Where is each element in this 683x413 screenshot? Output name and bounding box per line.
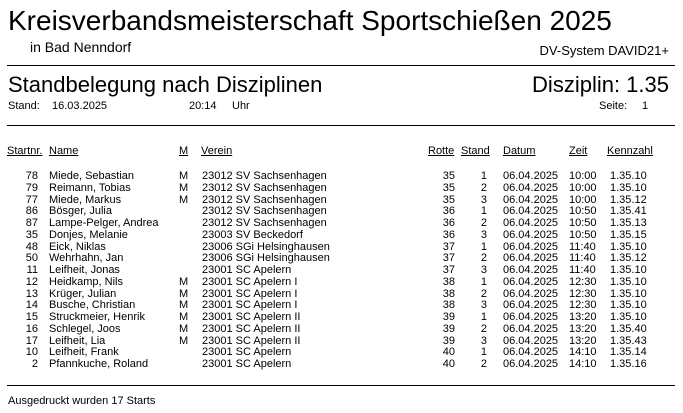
cell-verein: 23001 SC Apelern II: [202, 334, 301, 347]
cell-startnr: 87: [25, 217, 38, 229]
cell-zeit: 11:40: [569, 252, 596, 265]
cell-zeit: 11:40: [569, 240, 596, 253]
cell-startnr: 10: [25, 346, 38, 359]
cell-verein: 23006 SGi Helsinghausen: [202, 252, 330, 265]
cell-datum: 06.04.2025: [503, 334, 559, 347]
cell-zeit: 10:00: [569, 181, 597, 194]
cell-rotte: 35: [442, 181, 455, 194]
cell-rotte: 37: [442, 252, 455, 265]
cell-rotte: 38: [442, 287, 455, 300]
stand-label: Stand:: [8, 100, 40, 112]
cell-kennzahl: 1.35.10: [610, 287, 647, 300]
cell-rotte: 40: [442, 358, 455, 370]
header-divider: [7, 65, 675, 66]
cell-rotte: 35: [442, 170, 455, 182]
table-row: [0, 218, 683, 230]
cell-name: Heidkamp, Nils: [49, 275, 123, 288]
footer-divider: [7, 385, 675, 386]
cell-startnr: 14: [25, 299, 38, 312]
cell-zeit: 10:50: [569, 217, 597, 229]
cell-startnr: 16: [25, 322, 38, 335]
cell-m: M: [179, 287, 189, 300]
table-row: [0, 230, 683, 242]
cell-stand: 2: [480, 322, 487, 335]
cell-stand: 1: [480, 346, 487, 359]
cell-m: M: [179, 170, 189, 182]
cell-datum: 06.04.2025: [503, 264, 559, 276]
cell-kennzahl: 1.35.40: [610, 322, 647, 335]
cell-rotte: 39: [442, 311, 455, 323]
cell-datum: 06.04.2025: [503, 299, 559, 312]
cell-name: Leifheit, Lia: [49, 334, 106, 347]
cell-stand: 1: [480, 240, 487, 253]
cell-zeit: 11:40: [569, 264, 596, 276]
cell-verein: 23001 SC Apelern I: [202, 275, 298, 288]
cell-name: Miede, Markus: [49, 193, 122, 206]
col-m: M: [179, 145, 189, 157]
page-label: Seite:: [599, 100, 628, 112]
col-zeit: Zeit: [569, 145, 588, 157]
cell-name: Schlegel, Joos: [49, 322, 121, 335]
cell-kennzahl: 1.35.10: [610, 275, 647, 288]
cell-stand: 3: [480, 228, 487, 241]
system-label: DV-System DAVID21+: [539, 43, 669, 58]
cell-m: M: [179, 181, 189, 194]
cell-name: Bösger, Julia: [49, 205, 112, 218]
cell-verein: 23001 SC Apelern I: [202, 299, 298, 312]
cell-stand: 2: [480, 181, 487, 194]
cell-verein: 23001 SC Apelern I: [202, 287, 298, 300]
cell-datum: 06.04.2025: [503, 181, 559, 194]
cell-kennzahl: 1.35.15: [610, 228, 647, 241]
cell-name: Leifheit, Frank: [49, 346, 119, 359]
cell-name: Donjes, Melanie: [49, 228, 128, 241]
cell-startnr: 2: [31, 358, 38, 370]
cell-rotte: 36: [442, 228, 455, 241]
cell-startnr: 13: [25, 287, 38, 300]
cell-zeit: 12:30: [569, 275, 597, 288]
cell-zeit: 10:00: [569, 170, 597, 182]
cell-rotte: 36: [442, 217, 455, 229]
cell-m: M: [179, 193, 189, 206]
table-row: [0, 312, 683, 324]
cell-rotte: 39: [442, 322, 455, 335]
cell-name: Miede, Sebastian: [49, 170, 134, 182]
cell-datum: 06.04.2025: [503, 252, 559, 265]
cell-m: M: [179, 322, 189, 335]
cell-verein: 23001 SC Apelern: [202, 358, 292, 370]
cell-verein: 23012 SV Sachsenhagen: [202, 170, 327, 182]
cell-zeit: 10:00: [569, 193, 597, 206]
cell-startnr: 79: [25, 181, 38, 194]
event-location: in Bad Nenndorf: [30, 39, 132, 55]
cell-kennzahl: 1.35.12: [610, 252, 647, 265]
cell-zeit: 10:50: [569, 205, 597, 218]
table-body: [0, 171, 683, 371]
table-header: [0, 145, 683, 159]
cell-kennzahl: 1.35.10: [610, 264, 647, 276]
cell-name: Busche, Christian: [49, 299, 136, 312]
table-row: [0, 277, 683, 289]
cell-datum: 06.04.2025: [503, 217, 559, 229]
cell-kennzahl: 1.35.10: [610, 299, 647, 312]
cell-name: Struckmeier, Henrik: [49, 311, 145, 323]
discipline-label: Disziplin: 1.35: [532, 72, 669, 97]
cell-stand: 1: [480, 205, 487, 218]
cell-datum: 06.04.2025: [503, 170, 559, 182]
table-row: [0, 359, 683, 371]
cell-stand: 3: [480, 334, 487, 347]
cell-stand: 1: [480, 170, 487, 182]
cell-datum: 06.04.2025: [503, 228, 559, 241]
cell-startnr: 86: [25, 205, 38, 218]
table-row: [0, 324, 683, 336]
cell-verein: 23001 SC Apelern II: [202, 322, 301, 335]
cell-stand: 2: [480, 217, 487, 229]
cell-name: Leifheit, Jonas: [49, 264, 120, 276]
cell-stand: 3: [480, 193, 487, 206]
cell-stand: 3: [480, 299, 487, 312]
cell-m: M: [179, 311, 189, 323]
cell-startnr: 78: [25, 170, 38, 182]
cell-datum: 06.04.2025: [503, 287, 559, 300]
cell-datum: 06.04.2025: [503, 311, 559, 323]
cell-verein: 23001 SC Apelern: [202, 264, 292, 276]
cell-rotte: 39: [442, 334, 455, 347]
cell-zeit: 13:20: [569, 334, 597, 347]
cell-stand: 3: [480, 264, 487, 276]
cell-name: Reimann, Tobias: [49, 181, 131, 194]
cell-rotte: 37: [442, 240, 455, 253]
cell-kennzahl: 1.35.43: [610, 334, 647, 347]
cell-zeit: 12:30: [569, 299, 597, 312]
cell-verein: 23012 SV Sachsenhagen: [202, 205, 327, 218]
table-row: [0, 265, 683, 277]
time-unit: Uhr: [232, 100, 250, 112]
cell-kennzahl: 1.35.14: [610, 346, 647, 359]
cell-datum: 06.04.2025: [503, 240, 559, 253]
cell-startnr: 50: [25, 252, 38, 265]
cell-stand: 1: [480, 275, 487, 288]
cell-startnr: 17: [25, 334, 38, 347]
report-subtitle: Standbelegung nach Disziplinen: [8, 72, 323, 97]
col-kennzahl: Kennzahl: [607, 145, 653, 157]
cell-kennzahl: 1.35.12: [610, 193, 647, 206]
cell-startnr: 15: [25, 311, 38, 323]
cell-kennzahl: 1.35.16: [610, 358, 647, 370]
cell-verein: 23001 SC Apelern: [202, 346, 292, 359]
cell-zeit: 12:30: [569, 287, 597, 300]
cell-kennzahl: 1.35.10: [610, 240, 647, 253]
cell-verein: 23006 SGi Helsinghausen: [202, 240, 330, 253]
cell-verein: 23003 SV Beckedorf: [202, 228, 303, 241]
cell-datum: 06.04.2025: [503, 275, 559, 288]
page-number: 1: [642, 100, 649, 112]
cell-name: Eick, Niklas: [49, 240, 106, 253]
cell-stand: 2: [480, 358, 487, 370]
cell-stand: 2: [480, 252, 487, 265]
cell-m: M: [179, 275, 189, 288]
cell-zeit: 14:10: [569, 346, 597, 359]
cell-name: Lampe-Pelger, Andrea: [49, 217, 159, 229]
cell-rotte: 37: [442, 264, 455, 276]
cell-startnr: 11: [26, 264, 38, 276]
cell-verein: 23012 SV Sachsenhagen: [202, 217, 327, 229]
cell-kennzahl: 1.35.13: [610, 217, 647, 229]
col-name: Name: [49, 145, 79, 157]
cell-zeit: 13:20: [569, 322, 597, 335]
cell-startnr: 48: [25, 240, 38, 253]
cell-zeit: 13:20: [569, 311, 597, 323]
cell-zeit: 10:50: [569, 228, 597, 241]
cell-name: Wehrhahn, Jan: [49, 252, 124, 265]
cell-kennzahl: 1.35.10: [610, 181, 647, 194]
cell-kennzahl: 1.35.10: [610, 311, 647, 323]
cell-datum: 06.04.2025: [503, 193, 559, 206]
cell-m: M: [179, 299, 189, 312]
cell-verein: 23001 SC Apelern II: [202, 311, 301, 323]
col-stand: Stand: [461, 145, 490, 157]
cell-rotte: 40: [442, 346, 455, 359]
cell-startnr: 35: [25, 228, 38, 241]
cell-datum: 06.04.2025: [503, 358, 559, 370]
cell-m: M: [179, 334, 189, 347]
col-rotte: Rotte: [428, 145, 455, 157]
cell-kennzahl: 1.35.10: [610, 170, 647, 182]
cell-kennzahl: 1.35.41: [610, 205, 647, 218]
footer-summary: Ausgedruckt wurden 17 Starts: [8, 395, 156, 407]
cell-name: Pfannkuche, Roland: [49, 358, 149, 370]
cell-stand: 2: [480, 287, 487, 300]
report-title: Kreisverbandsmeisterschaft Sportschießen 2025: [8, 5, 612, 36]
print-date: 16.03.2025: [52, 100, 108, 112]
col-verein: Verein: [201, 145, 233, 157]
print-time: 20:14: [189, 100, 217, 112]
table-row: [0, 183, 683, 195]
meta-divider: [7, 125, 675, 126]
cell-rotte: 36: [442, 205, 455, 218]
cell-startnr: 77: [25, 193, 38, 206]
cell-rotte: 38: [442, 275, 455, 288]
cell-verein: 23012 SV Sachsenhagen: [202, 181, 327, 194]
cell-zeit: 14:10: [569, 358, 597, 370]
cell-datum: 06.04.2025: [503, 205, 559, 218]
col-datum: Datum: [503, 145, 536, 157]
cell-name: Krüger, Julian: [49, 287, 117, 300]
cell-datum: 06.04.2025: [503, 346, 559, 359]
col-startnr: Startnr.: [7, 145, 43, 157]
cell-stand: 1: [480, 311, 487, 323]
table-row: [0, 171, 683, 183]
cell-verein: 23012 SV Sachsenhagen: [202, 193, 327, 206]
cell-startnr: 12: [25, 275, 38, 288]
cell-rotte: 38: [442, 299, 455, 312]
cell-datum: 06.04.2025: [503, 322, 559, 335]
cell-rotte: 35: [442, 193, 455, 206]
